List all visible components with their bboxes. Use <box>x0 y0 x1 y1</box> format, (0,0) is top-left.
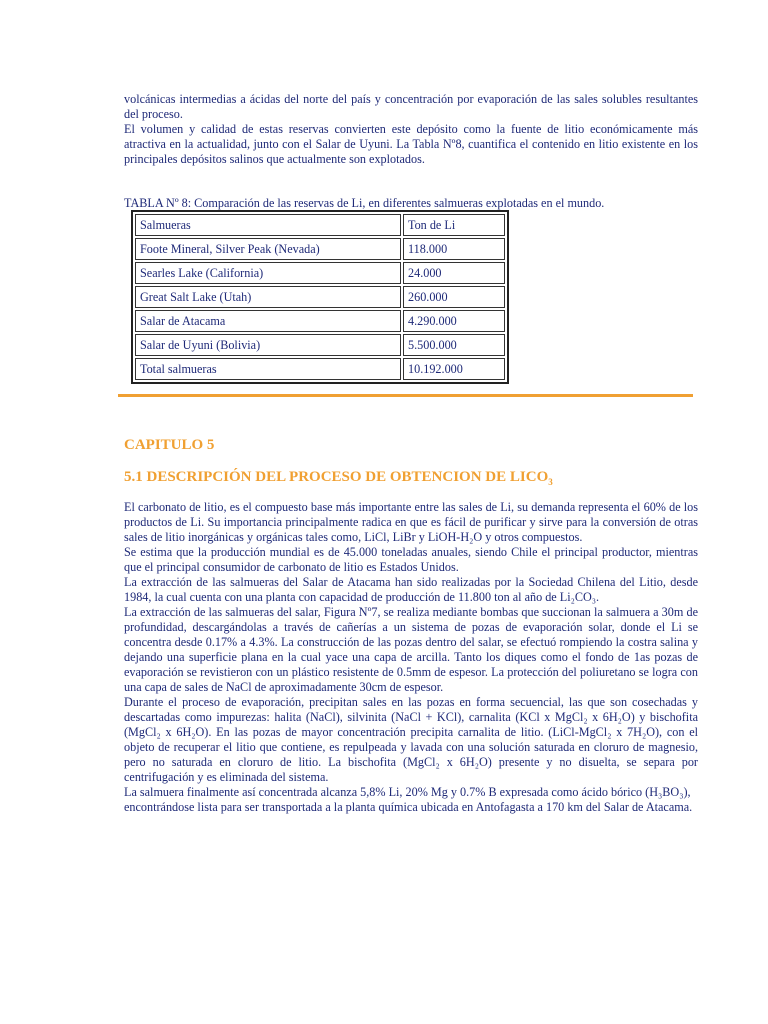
table-cell: Searles Lake (California) <box>135 262 401 284</box>
table-row <box>135 262 505 284</box>
table-row <box>135 310 505 332</box>
table-caption: TABLA Nº 8: Comparación de las reservas de Li, en diferentes salmueras explotadas en el mundo. <box>124 196 605 210</box>
body-paragraph-3: La extracción de las salmueras del Salar de Atacama han sido realizadas por la Sociedad Chilena del Litio, desde 1984, la cual cuenta con una planta con capacidad de producción de 11.800 ton al año de Li₂CO₃. <box>124 575 698 604</box>
table-header-cell: Salmueras <box>135 214 401 236</box>
table-cell: 5.500.000 <box>403 334 505 356</box>
table-cell: 260.000 <box>403 286 505 308</box>
table-row <box>135 238 505 260</box>
table-cell: Great Salt Lake (Utah) <box>135 286 401 308</box>
table-cell: Total salmueras <box>135 358 401 380</box>
body-paragraph-6: La salmuera finalmente así concentrada alcanza 5,8% Li, 20% Mg y 0.7% B expresada como ácido bórico (H₃BO₃), encontrándose lista para ser transportada a la planta química ubicada en Antofagasta a 170 km del Salar de Atacama. <box>124 785 693 814</box>
table-row <box>135 358 505 380</box>
table-cell: 4.290.000 <box>403 310 505 332</box>
table-cell: 10.192.000 <box>403 358 505 380</box>
table-header-row <box>135 214 505 236</box>
body-paragraph-4: La extracción de las salmueras del salar, Figura Nº7, se realiza mediante bombas que succionan la salmuera a 30m de profundidad, descargándolas a través de cañerías a un sistema de pozas de evaporación solar, donde el Li se concentra desde 0.17% a 4.3%. La construcción de las pozas dentro del salar, se efectuó rompiendo la costra salina y dejando una superficie plana en la cual yace una capa de arcilla. Tanto los diques como el fondo de 1as pozas de evaporación se revistieron con un plástico resistente de 0.5mm de espesor. La protección del poliuretano se logra con una capa de sales de NaCl de aproximadamente 30cm de espesor. <box>124 605 698 694</box>
section-title-subscript: 3 <box>548 477 553 487</box>
reserves-table <box>131 210 509 384</box>
table-row <box>135 334 505 356</box>
body-paragraph-2: Se estima que la producción mundial es de 45.000 toneladas anuales, siendo Chile el principal productor, mientras que el principal consumidor de carbonato de litio es Estados Unidos. <box>124 545 698 574</box>
intro-paragraph-1: volcánicas intermedias a ácidas del norte del país y concentración por evaporación de las sales solubles resultantes del proceso. <box>124 92 698 121</box>
chapter-body <box>124 500 698 815</box>
body-paragraph-1: El carbonato de litio, es el compuesto base más importante entre las sales de Li, su demanda representa el 60% de los productos de Li. Su importancia principalmente radica en que es fácil de purificar y sirve para la conversión de otras sales de litio inorgánicas y orgánicas tales como, LiCl, LiBr y LiOH-H₂O y otros compuestos. <box>124 500 698 544</box>
table-row <box>135 286 505 308</box>
body-paragraph-5: Durante el proceso de evaporación, precipitan sales en las pozas en forma secuencial, las que son cosechadas y descartadas como impurezas: halita (NaCl), silvinita (NaCl + KCl), carnalita (KCl x MgCl₂ x 6H₂O) y bischofita (MgCl₂ x 6H₂O). En las pozas de mayor concentración precipita carnalita de litio. (LiCl-MgCl₂ x 7H₂O), con el objeto de recuperar el litio que contiene, es repulpeada y lavada con una solución saturada en cloruro de magnesio, pero no saturada en cloruro de litio. La bischofita (MgCl₂ x 6H₂O) presente y no disuelta, se separa por centrifugación y es eliminada del sistema. <box>124 695 698 784</box>
table-cell: Salar de Uyuni (Bolivia) <box>135 334 401 356</box>
intro-text <box>124 92 698 167</box>
chapter-title: CAPITULO 5 <box>124 437 215 453</box>
table-cell: 118.000 <box>403 238 505 260</box>
table-cell: 24.000 <box>403 262 505 284</box>
table-cell: Foote Mineral, Silver Peak (Nevada) <box>135 238 401 260</box>
section-title <box>124 469 553 487</box>
section-title-text: 5.1 DESCRIPCIÓN DEL PROCESO DE OBTENCION DE LICO <box>124 469 549 485</box>
table-cell: Salar de Atacama <box>135 310 401 332</box>
section-divider <box>118 394 693 397</box>
intro-paragraph-2: El volumen y calidad de estas reservas convierten este depósito como la fuente de litio económicamente más atractiva en la actualidad, junto con el Salar de Uyuni. La Tabla Nº8, cuantifica el contenido en litio existente en los principales depósitos salinos que actualmente son explotados. <box>124 122 698 166</box>
table-header-cell: Ton de Li <box>403 214 505 236</box>
